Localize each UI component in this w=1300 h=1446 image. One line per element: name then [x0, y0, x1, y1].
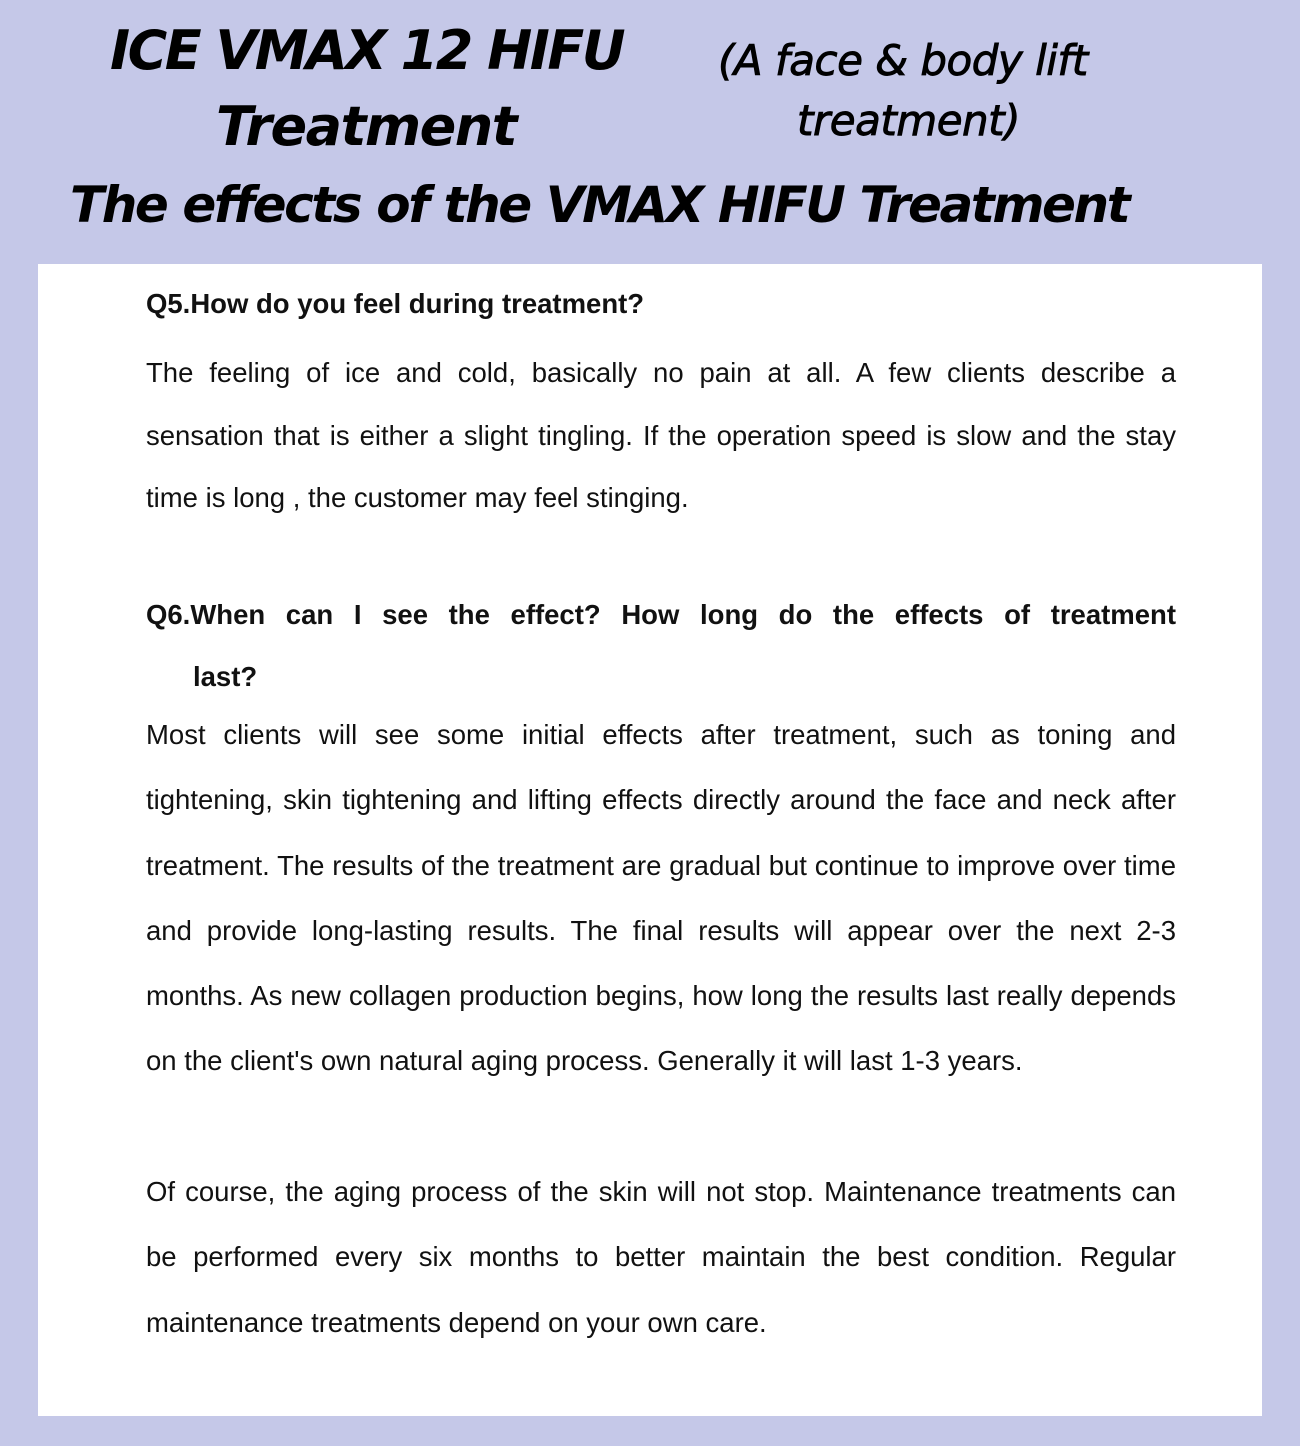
content-card: [38, 264, 1262, 1416]
faq-answer-6-paragraph-2: Of course, the aging process of the skin will not stop. Maintenance treatments can be performed every six months to better maintain the best condition. Regular maintenance treatments depend on your own care.: [146, 1176, 1176, 1338]
faq-question-6-continued: last?: [193, 661, 258, 692]
subtitle-line-2: treatment): [797, 96, 1021, 145]
page-heading: The effects of the VMAX HIFU Treatment: [70, 176, 1129, 234]
faq-question-5: Q5.How do you feel during treatment?: [146, 288, 645, 319]
title-line-1: ICE VMAX 12 HIFU: [110, 19, 624, 82]
faq-answer-6-paragraph-1: Most clients will see some initial effects after treatment, such as toning and tightening, skin tightening and lifting effects directly around the face and neck after treatment. The results of the treatment are gradual but continue to improve over time and provide long-lasting results. The final results will appear over the next 2-3 months. As new collagen production begins, how long the results last really depends on the client's own natural aging process. Generally it will last 1-3 years.: [146, 719, 1176, 1077]
faq-question-6: Q6.When can I see the effect? How long do the effects of treatment: [146, 599, 1176, 630]
title-line-2: Treatment: [216, 95, 517, 158]
subtitle-line-1: (A face & body lift: [718, 36, 1088, 85]
faq-answer-5: The feeling of ice and cold, basically no pain at all. A few clients describe a sensation that is either a slight tingling. If the operation speed is slow and the stay time is long , the customer may feel stinging.: [146, 357, 1176, 513]
